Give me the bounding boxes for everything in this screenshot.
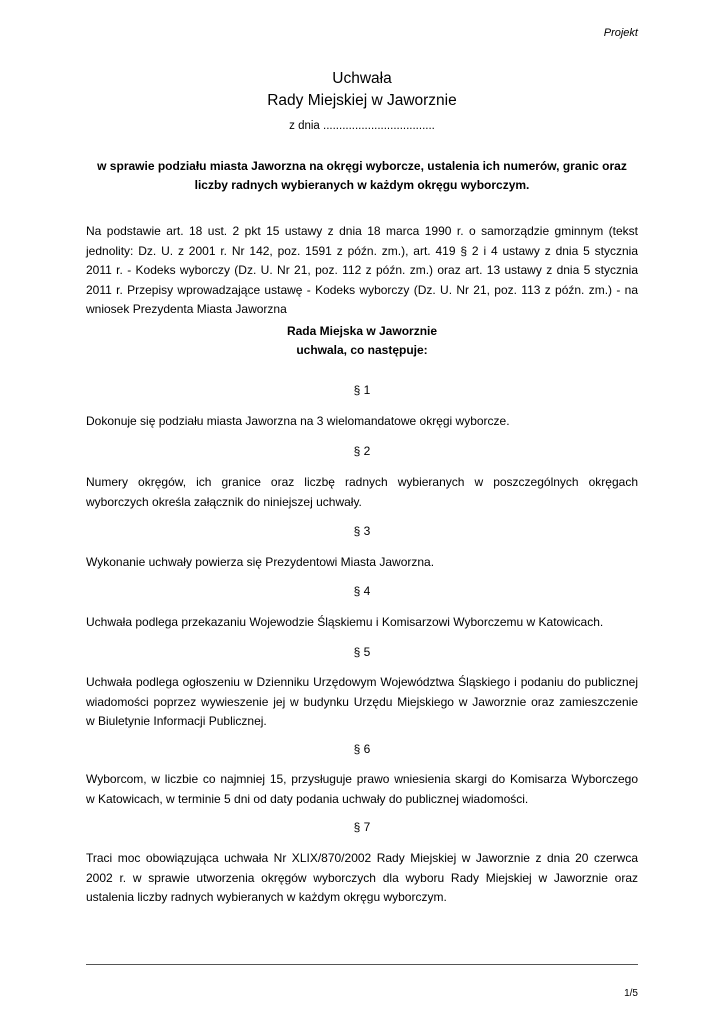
preamble-line: jednolity: Dz. U. z 2001 r. Nr 142, poz. 1591 z późn. zm.), art. 419 § 2 i 4 ustawy z dnia 5 stycznia — [86, 243, 638, 258]
section-mark: § 1 — [353, 383, 371, 397]
section-mark: § 6 — [353, 742, 371, 756]
draft-label: Projekt — [603, 27, 638, 39]
section-text-line: Traci moc obowiązująca uchwała Nr XLIX/870/2002 Rady Miejskiej w Jaworznie z dnia 20 czerwca — [86, 851, 638, 865]
date-line: z dnia ................................... — [289, 120, 435, 132]
preamble-line: wniosek Prezydenta Miasta Jaworzna — [86, 302, 287, 316]
section-text-line: w Biuletynie Informacji Publicznej. — [86, 714, 267, 728]
section-text-line: Numery okręgów, ich granice oraz liczbę radnych wybieranych w poszczególnych okręgach — [86, 475, 638, 489]
section-text-line: Uchwała podlega ogłoszeniu w Dzienniku Urzędowym Województwa Śląskiego i podaniu do publicznej — [86, 675, 638, 689]
section-text-line: 2002 r. w sprawie utworzenia okręgów wyborczych dla wyboru Rady Miejskiej w Jaworznie oraz — [86, 870, 638, 885]
section-text-line: wyborczych określa załącznik do niniejszej uchwały. — [86, 494, 362, 509]
preamble-line: 2011 r. - Kodeks wyborczy (Dz. U. Nr 21, poz. 112 z późn. zm.) oraz art. 13 ustawy z dnia 5 stycznia — [86, 263, 638, 277]
section-mark: § 3 — [353, 524, 371, 538]
section-text-line: ustalenia liczby radnych wybieranych w każdym okręgu wyborczym. — [86, 890, 447, 904]
section-text-line: Uchwała podlega przekazaniu Wojewodzie Śląskiemu i Komisarzowi Wyborczemu w Katowicach. — [86, 615, 604, 629]
page-number: 1/5 — [624, 988, 638, 999]
council-name: Rada Miejska w Jaworznie — [286, 324, 438, 338]
footer-divider — [86, 964, 638, 965]
section-mark: § 7 — [353, 820, 371, 834]
section-text-line: w Katowicach, w terminie 5 dni od daty podania uchwały do publicznej wiadomości. — [86, 791, 529, 806]
section-text-line: wiadomości poprzez wywieszenie jej w budynku Urzędu Miejskiego w Jaworznie oraz zamieszczenie — [86, 694, 638, 709]
resolution-subject — [86, 157, 638, 195]
preamble-line: 2011 r. Przepisy wprowadzające ustawę - Kodeks wyborczy (Dz. U. Nr 21, poz. 113 z późn. zm.) - na — [86, 282, 638, 297]
section-text-line: Wykonanie uchwały powierza się Prezydentowi Miasta Jaworzna. — [86, 555, 435, 569]
section-text-line: Wyborcom, w liczbie co najmniej 15, przysługuje prawo wniesienia skargi do Komisarza Wyborczego — [86, 772, 638, 786]
subject-line: liczby radnych wybieranych w każdym okręgu wyborczym. — [194, 178, 530, 192]
subject-line: w sprawie podziału miasta Jaworzna na okręgi wyborcze, ustalenia ich numerów, granic oraz — [97, 159, 627, 173]
section-mark: § 2 — [353, 444, 371, 458]
section-text-line: Dokonuje się podziału miasta Jaworzna na 3 wielomandatowe okręgi wyborcze. — [86, 414, 510, 428]
document-issuer: Rady Miejskiej w Jaworznie — [267, 92, 457, 109]
council-statement — [86, 322, 638, 360]
section-mark: § 4 — [353, 584, 371, 598]
council-enacts: uchwala, co następuje: — [296, 343, 428, 357]
document-title: Uchwała — [332, 70, 392, 87]
section-mark: § 5 — [353, 645, 371, 659]
preamble-line: Na podstawie art. 18 ust. 2 pkt 15 ustawy z dnia 18 marca 1990 r. o samorządzie gminnym (tekst — [86, 224, 638, 238]
